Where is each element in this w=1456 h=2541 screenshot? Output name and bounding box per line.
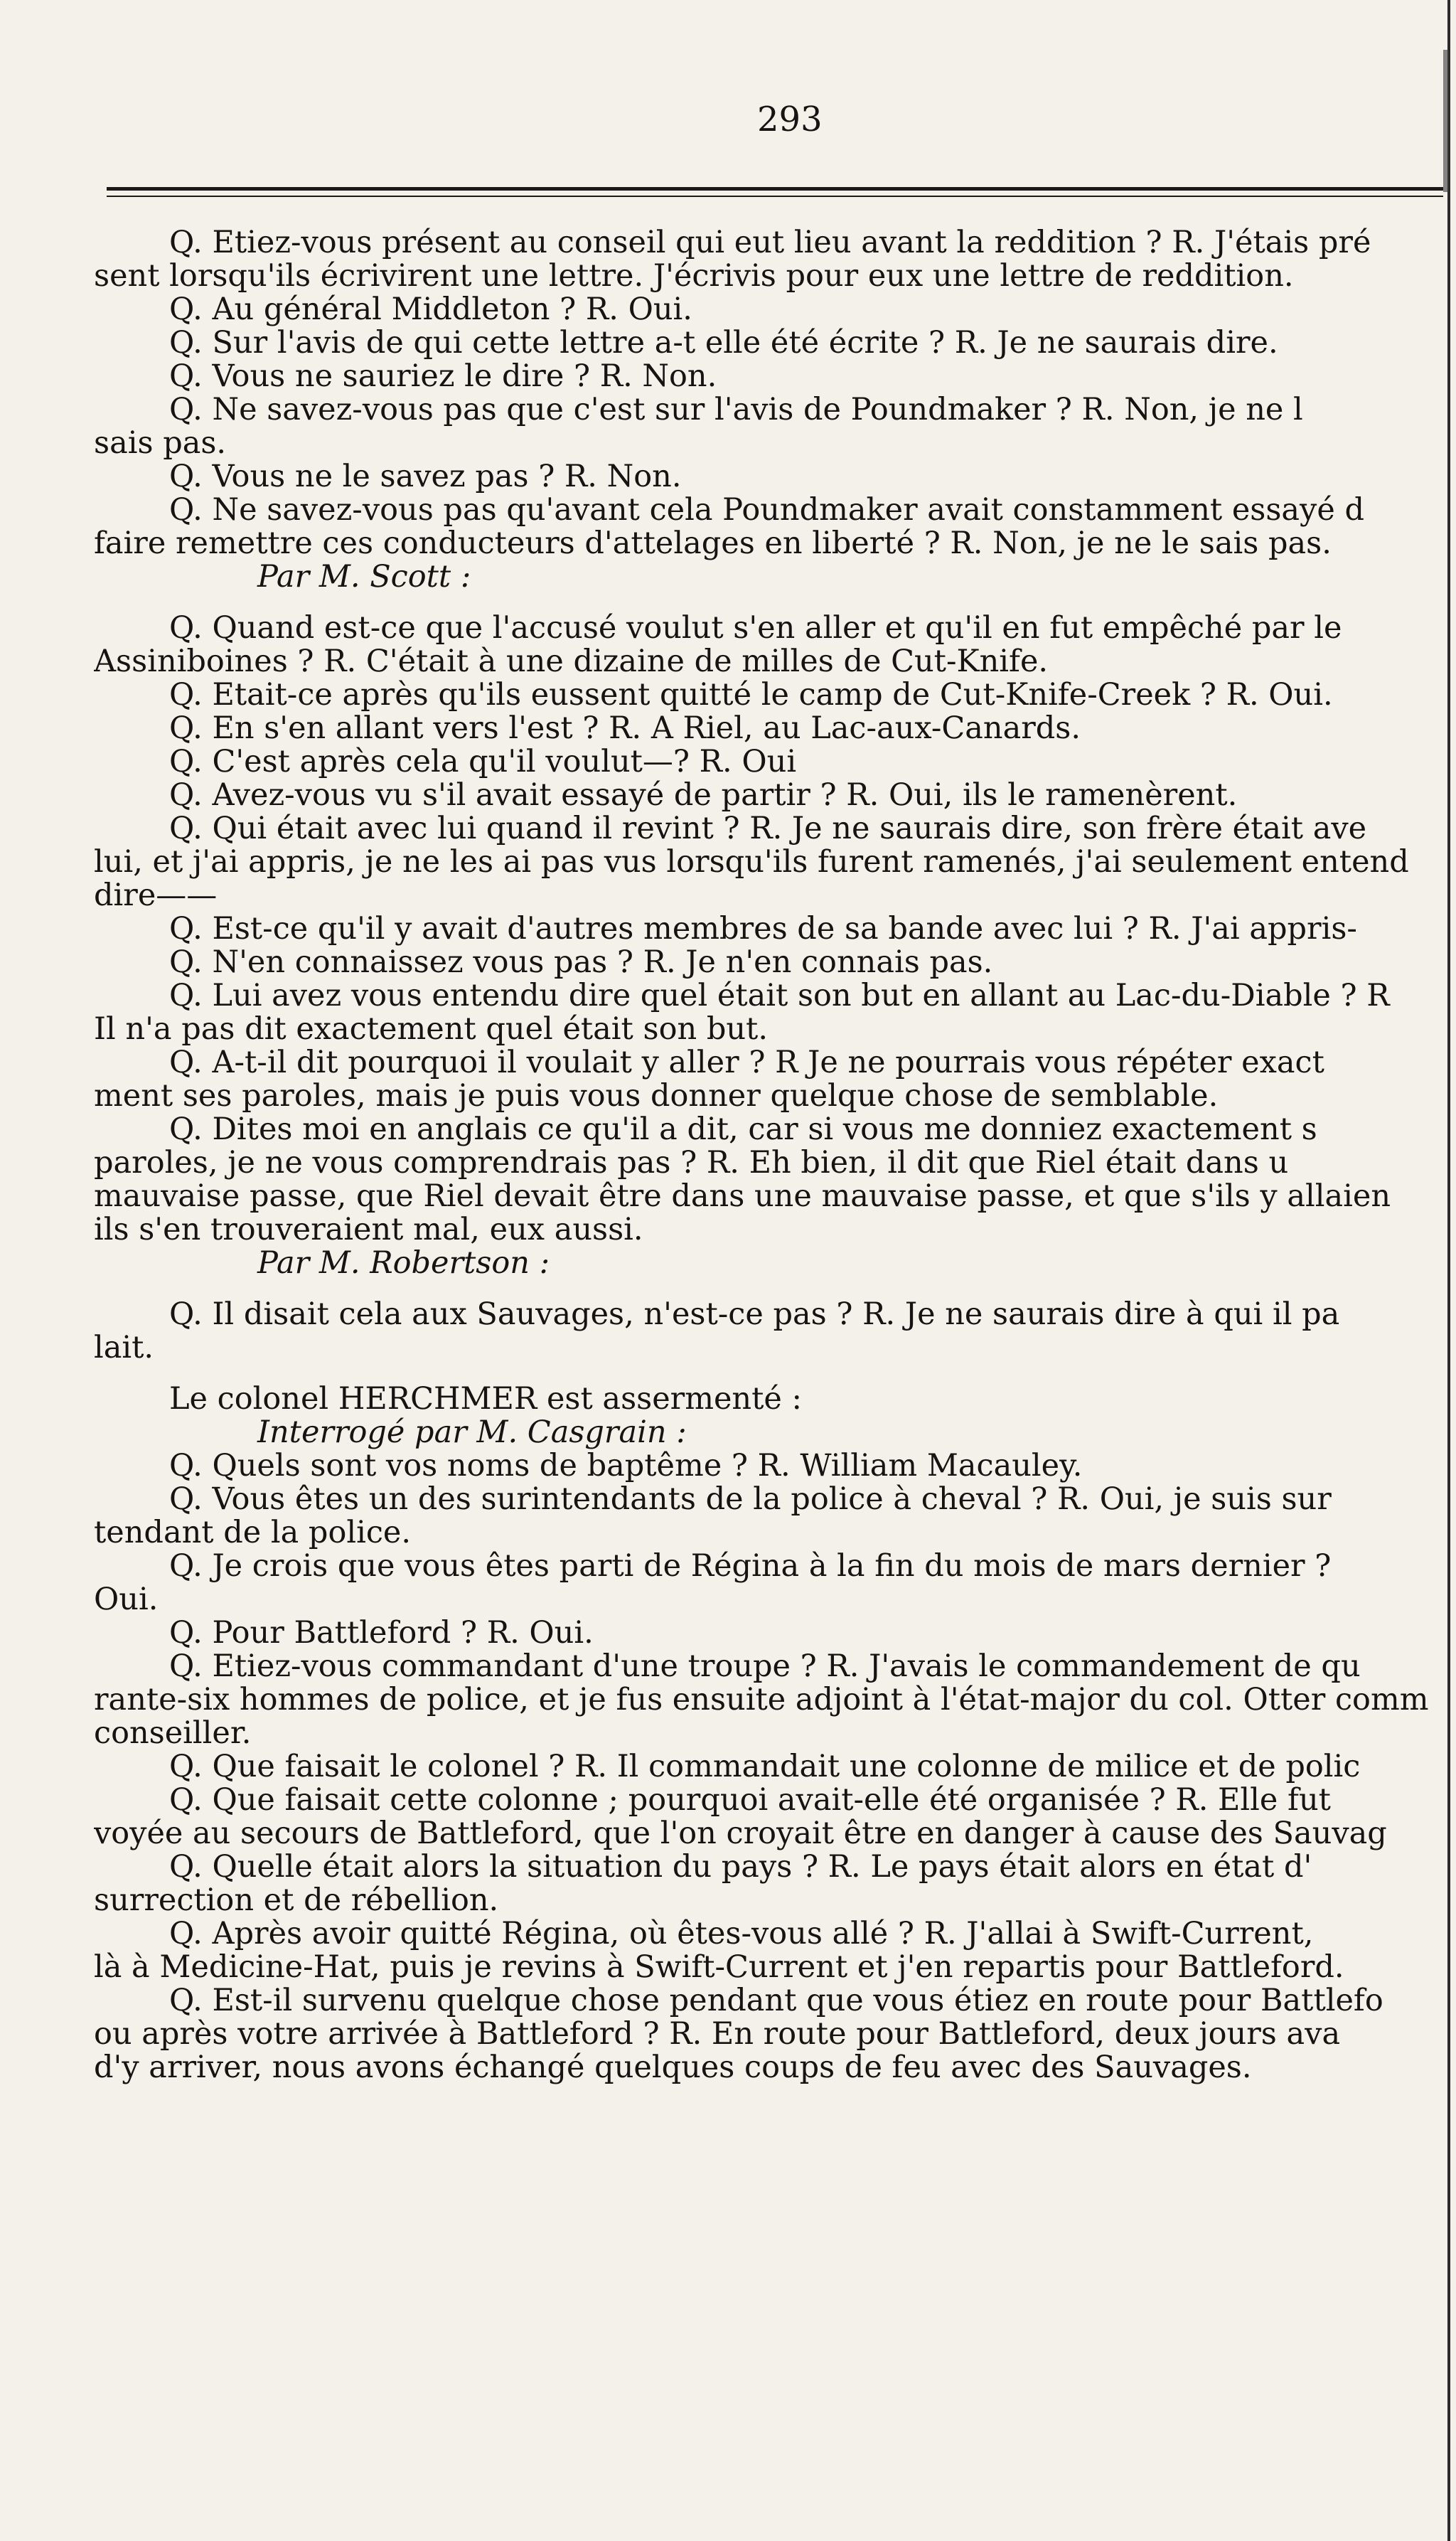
text-line: Q. Vous ne le savez pas ? R. Non. xyxy=(169,460,682,494)
text-line: Q. Ne savez-vous pas que c'est sur l'avis de Poundmaker ? R. Non, je ne l xyxy=(169,393,1303,427)
text-line: surrection et de rébellion. xyxy=(94,1884,499,1917)
text-line: mauvaise passe, que Riel devait être dans une mauvaise passe, et que s'ils y allaien xyxy=(94,1180,1391,1213)
text-line: Q. C'est après cela qu'il voulut—? R. Oui xyxy=(169,745,797,779)
text-line: Q. Dites moi en anglais ce qu'il a dit, car si vous me donniez exactement s xyxy=(169,1113,1317,1146)
text-line: lait. xyxy=(94,1331,154,1365)
text-line: d'y arriver, nous avons échangé quelques coups de feu avec des Sauvages. xyxy=(94,2051,1252,2084)
text-line: Q. Que faisait le colonel ? R. Il commandait une colonne de milice et de polic xyxy=(169,1750,1361,1784)
text-line: Assiniboines ? R. C'était à une dizaine de milles de Cut-Knife. xyxy=(94,645,1049,678)
text-line: Q. Est-ce qu'il y avait d'autres membres de sa bande avec lui ? R. J'ai appris- xyxy=(169,912,1357,946)
section-heading: Par M. Scott : xyxy=(257,560,471,594)
text-line: rante-six hommes de police, et je fus ensuite adjoint à l'état-major du col. Otter comm xyxy=(94,1683,1429,1717)
text-line: Q. Est-il survenu quelque chose pendant que vous étiez en route pour Battlefo xyxy=(169,1984,1383,2018)
text-line: Q. Après avoir quitté Régina, où êtes-vous allé ? R. J'allai à Swift-Current, xyxy=(169,1917,1314,1951)
text-line: Q. Je crois que vous êtes parti de Régina à la fin du mois de mars dernier ? xyxy=(169,1550,1332,1583)
text-line: Q. N'en connaissez vous pas ? R. Je n'en connais pas. xyxy=(169,946,993,979)
text-line: dire—— xyxy=(94,879,218,912)
text-line: sent lorsqu'ils écrivirent une lettre. J'écrivis pour eux une lettre de reddition. xyxy=(94,260,1294,293)
text-line: Q. Etiez-vous présent au conseil qui eut lieu avant la reddition ? R. J'étais pré xyxy=(169,226,1371,260)
text-line: lui, et j'ai appris, je ne les ai pas vus lorsqu'ils furent ramenés, j'ai seulement entend xyxy=(94,846,1409,879)
text-line: Q. Au général Middleton ? R. Oui. xyxy=(169,293,692,326)
text-line: faire remettre ces conducteurs d'attelages en liberté ? R. Non, je ne le sais pas. xyxy=(94,527,1332,560)
text-line: Q. Que faisait cette colonne ; pourquoi avait-elle été organisée ? R. Elle fut xyxy=(169,1784,1331,1817)
section-heading: Interrogé par M. Casgrain : xyxy=(257,1416,687,1449)
text-line: Q. Qui était avec lui quand il revint ? R. Je ne saurais dire, son frère était ave xyxy=(169,812,1367,846)
text-line: Q. A-t-il dit pourquoi il voulait y aller ? R Je ne pourrais vous répéter exact xyxy=(169,1046,1324,1080)
page-edge-line xyxy=(1447,0,1450,2541)
text-line: Q. Etait-ce après qu'ils eussent quitté le camp de Cut-Knife-Creek ? R. Oui. xyxy=(169,678,1333,712)
text-line: Q. Avez-vous vu s'il avait essayé de partir ? R. Oui, ils le ramenèrent. xyxy=(169,779,1238,812)
text-line: Q. Vous ne sauriez le dire ? R. Non. xyxy=(169,360,717,393)
text-line: conseiller. xyxy=(94,1717,252,1750)
header-rule-thick xyxy=(107,187,1443,191)
text-line: Il n'a pas dit exactement quel était son but. xyxy=(94,1013,768,1046)
text-line: Q. Quels sont vos noms de baptême ? R. William Macauley. xyxy=(169,1449,1083,1483)
page-number: 293 xyxy=(757,100,823,139)
text-line: paroles, je ne vous comprendrais pas ? R. Eh bien, il dit que Riel était dans u xyxy=(94,1146,1289,1180)
section-heading: Par M. Robertson : xyxy=(257,1247,550,1280)
text-line: Q. Sur l'avis de qui cette lettre a-t elle été écrite ? R. Je ne saurais dire. xyxy=(169,326,1278,360)
text-line: Oui. xyxy=(94,1583,159,1616)
text-line: Q. Quelle était alors la situation du pays ? R. Le pays était alors en état d' xyxy=(169,1850,1312,1884)
text-line: Le colonel HERCHMER est assermenté : xyxy=(169,1383,803,1416)
text-line: ils s'en trouveraient mal, eux aussi. xyxy=(94,1213,643,1247)
text-line: Q. Il disait cela aux Sauvages, n'est-ce pas ? R. Je ne saurais dire à qui il pa xyxy=(169,1298,1340,1331)
text-line: Q. Lui avez vous entendu dire quel était son but en allant au Lac-du-Diable ? R xyxy=(169,979,1390,1013)
text-line: là à Medicine-Hat, puis je revins à Swift-Current et j'en repartis pour Battleford. xyxy=(94,1951,1344,1984)
text-line: Q. Ne savez-vous pas qu'avant cela Poundmaker avait constamment essayé d xyxy=(169,494,1364,527)
document-body xyxy=(94,226,1430,2084)
text-line: voyée au secours de Battleford, que l'on croyait être en danger à cause des Sauvag xyxy=(94,1817,1387,1850)
text-line: Q. Pour Battleford ? R. Oui. xyxy=(169,1616,594,1650)
text-line: Q. En s'en allant vers l'est ? R. A Riel, au Lac-aux-Canards. xyxy=(169,712,1081,745)
text-line: ou après votre arrivée à Battleford ? R. En route pour Battleford, deux jours ava xyxy=(94,2018,1341,2051)
text-line: Q. Vous êtes un des surintendants de la police à cheval ? R. Oui, je suis sur xyxy=(169,1483,1332,1516)
header-rule-thin xyxy=(107,196,1443,197)
text-line: Q. Etiez-vous commandant d'une troupe ? R. J'avais le commandement de qu xyxy=(169,1650,1361,1683)
text-line: tendant de la police. xyxy=(94,1516,412,1550)
page-edge-mark xyxy=(1443,50,1449,192)
text-line: ment ses paroles, mais je puis vous donner quelque chose de semblable. xyxy=(94,1080,1219,1113)
text-line: Q. Quand est-ce que l'accusé voulut s'en aller et qu'il en fut empêché par le xyxy=(169,612,1342,645)
text-line: sais pas. xyxy=(94,427,227,460)
